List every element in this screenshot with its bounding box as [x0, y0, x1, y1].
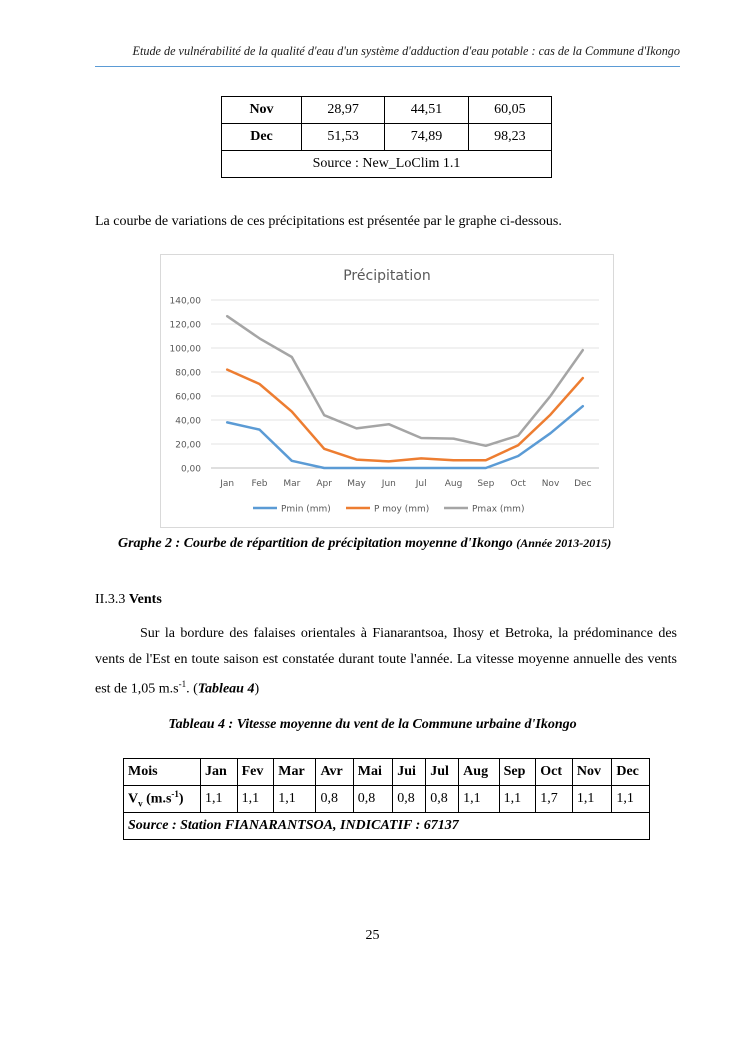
winds-text: Sur la bordure des falaises orientales à Fianarantsoa, Ihosy et Betroka, la prédominance des vents de l'Est en toute saison est constatée durant toute l'année. La vitesse moyenne annuelle des vents est de 1,05 m.s	[95, 626, 677, 697]
wind-speed-table	[123, 758, 650, 840]
graph-caption-main: Graphe 2 : Courbe de répartition de précipitation moyenne d'Ikongo	[118, 536, 517, 551]
x-tick-label: Jan	[220, 479, 235, 489]
table-cell: 74,89	[385, 124, 468, 151]
column-header-month: Avr	[316, 759, 353, 786]
y-tick-label: 120,00	[169, 320, 201, 331]
section-title: Vents	[128, 592, 162, 607]
table-source: Source : Station FIANARANTSOA, INDICATIF : 67137	[124, 813, 650, 840]
table-caption: Tableau 4 : Vitesse moyenne du vent de la Commune urbaine d'Ikongo	[168, 717, 577, 732]
table-row	[124, 813, 650, 840]
table-cell: Nov	[222, 97, 302, 124]
table-cell: 1,7	[536, 786, 573, 813]
column-header-month: Jul	[426, 759, 459, 786]
table-cell: 44,51	[385, 97, 468, 124]
label-close: )	[178, 791, 184, 807]
table-source: Source : New_LoClim 1.1	[222, 151, 552, 178]
table-cell: 0,8	[426, 786, 459, 813]
y-tick-label: 0,00	[180, 464, 201, 475]
table-cell: 1,1	[499, 786, 536, 813]
x-tick-label: Oct	[510, 479, 526, 489]
table-header-row	[124, 759, 650, 786]
x-tick-label: Jun	[381, 479, 396, 489]
column-header-month: Mar	[274, 759, 316, 786]
x-tick-label: Jul	[415, 479, 427, 489]
table-row	[222, 97, 552, 124]
column-header-month: Nov	[572, 759, 611, 786]
column-header-month: Sep	[499, 759, 536, 786]
table-cell: 0,8	[393, 786, 426, 813]
series-line-3	[227, 316, 583, 446]
table-reference: Tableau 4	[197, 681, 255, 697]
x-tick-label: May	[347, 479, 366, 489]
x-tick-label: Feb	[251, 479, 268, 489]
table-cell: 0,8	[353, 786, 392, 813]
table-cell: 60,05	[468, 97, 551, 124]
chart-title: Précipitation	[343, 268, 431, 284]
table-cell: 98,23	[468, 124, 551, 151]
table-cell: 28,97	[302, 97, 385, 124]
table-row	[222, 124, 552, 151]
column-header-month: Dec	[612, 759, 650, 786]
column-header-month: Mai	[353, 759, 392, 786]
precipitation-chart	[160, 254, 614, 528]
label-unit: (m.s	[142, 791, 172, 807]
precipitation-table-tail	[221, 96, 552, 178]
graph-caption	[118, 536, 611, 552]
legend-label: P moy (mm)	[374, 504, 430, 515]
y-tick-label: 100,00	[169, 344, 201, 355]
winds-text-after: . (	[186, 681, 198, 697]
section-heading	[95, 587, 162, 613]
table-cell: 1,1	[459, 786, 499, 813]
table-row	[222, 151, 552, 178]
y-tick-label: 20,00	[175, 440, 201, 451]
column-header-month: Oct	[536, 759, 573, 786]
table-cell: 1,1	[572, 786, 611, 813]
winds-paragraph	[95, 621, 677, 702]
section-number: II.3.3	[95, 592, 129, 607]
y-tick-label: 40,00	[175, 416, 201, 427]
row-label	[124, 786, 201, 813]
legend-label: Pmin (mm)	[281, 504, 331, 515]
running-header: Etude de vulnérabilité de la qualité d'eau d'un système d'adduction d'eau potable : cas de la Commune d'Ikongo	[132, 44, 680, 58]
chart-canvas	[161, 255, 613, 527]
column-header-month: Fev	[237, 759, 274, 786]
intro-paragraph: La courbe de variations de ces précipitations est présentée par le graphe ci-dessous.	[95, 214, 562, 229]
header-rule	[95, 66, 680, 67]
column-header-month: Jan	[200, 759, 237, 786]
winds-text-close: )	[254, 681, 260, 697]
table-cell: 1,1	[274, 786, 316, 813]
x-tick-label: Dec	[574, 479, 592, 489]
x-tick-label: Aug	[444, 479, 463, 489]
x-tick-label: Sep	[477, 479, 495, 489]
y-tick-label: 140,00	[169, 296, 201, 307]
x-tick-label: Apr	[316, 479, 332, 489]
page-number: 25	[365, 928, 380, 943]
table-cell: 1,1	[612, 786, 650, 813]
table-cell: Dec	[222, 124, 302, 151]
column-header-month: Aug	[459, 759, 499, 786]
table-cell: 1,1	[200, 786, 237, 813]
table-cell: 0,8	[316, 786, 353, 813]
label-sub: v	[138, 798, 143, 809]
x-tick-label: Mar	[283, 479, 301, 489]
table-cell: 51,53	[302, 124, 385, 151]
table-row	[124, 786, 650, 813]
x-tick-label: Nov	[541, 479, 560, 489]
y-tick-label: 80,00	[175, 368, 201, 379]
legend-label: Pmax (mm)	[472, 504, 525, 515]
label-v: V	[128, 791, 139, 807]
column-header-mois: Mois	[124, 759, 201, 786]
unit-exponent: -1	[178, 679, 187, 689]
label-exp: -1	[171, 789, 179, 800]
y-tick-label: 60,00	[175, 392, 201, 403]
graph-caption-years: (Année 2013-2015)	[516, 536, 612, 550]
column-header-month: Jui	[393, 759, 426, 786]
table-cell: 1,1	[237, 786, 274, 813]
